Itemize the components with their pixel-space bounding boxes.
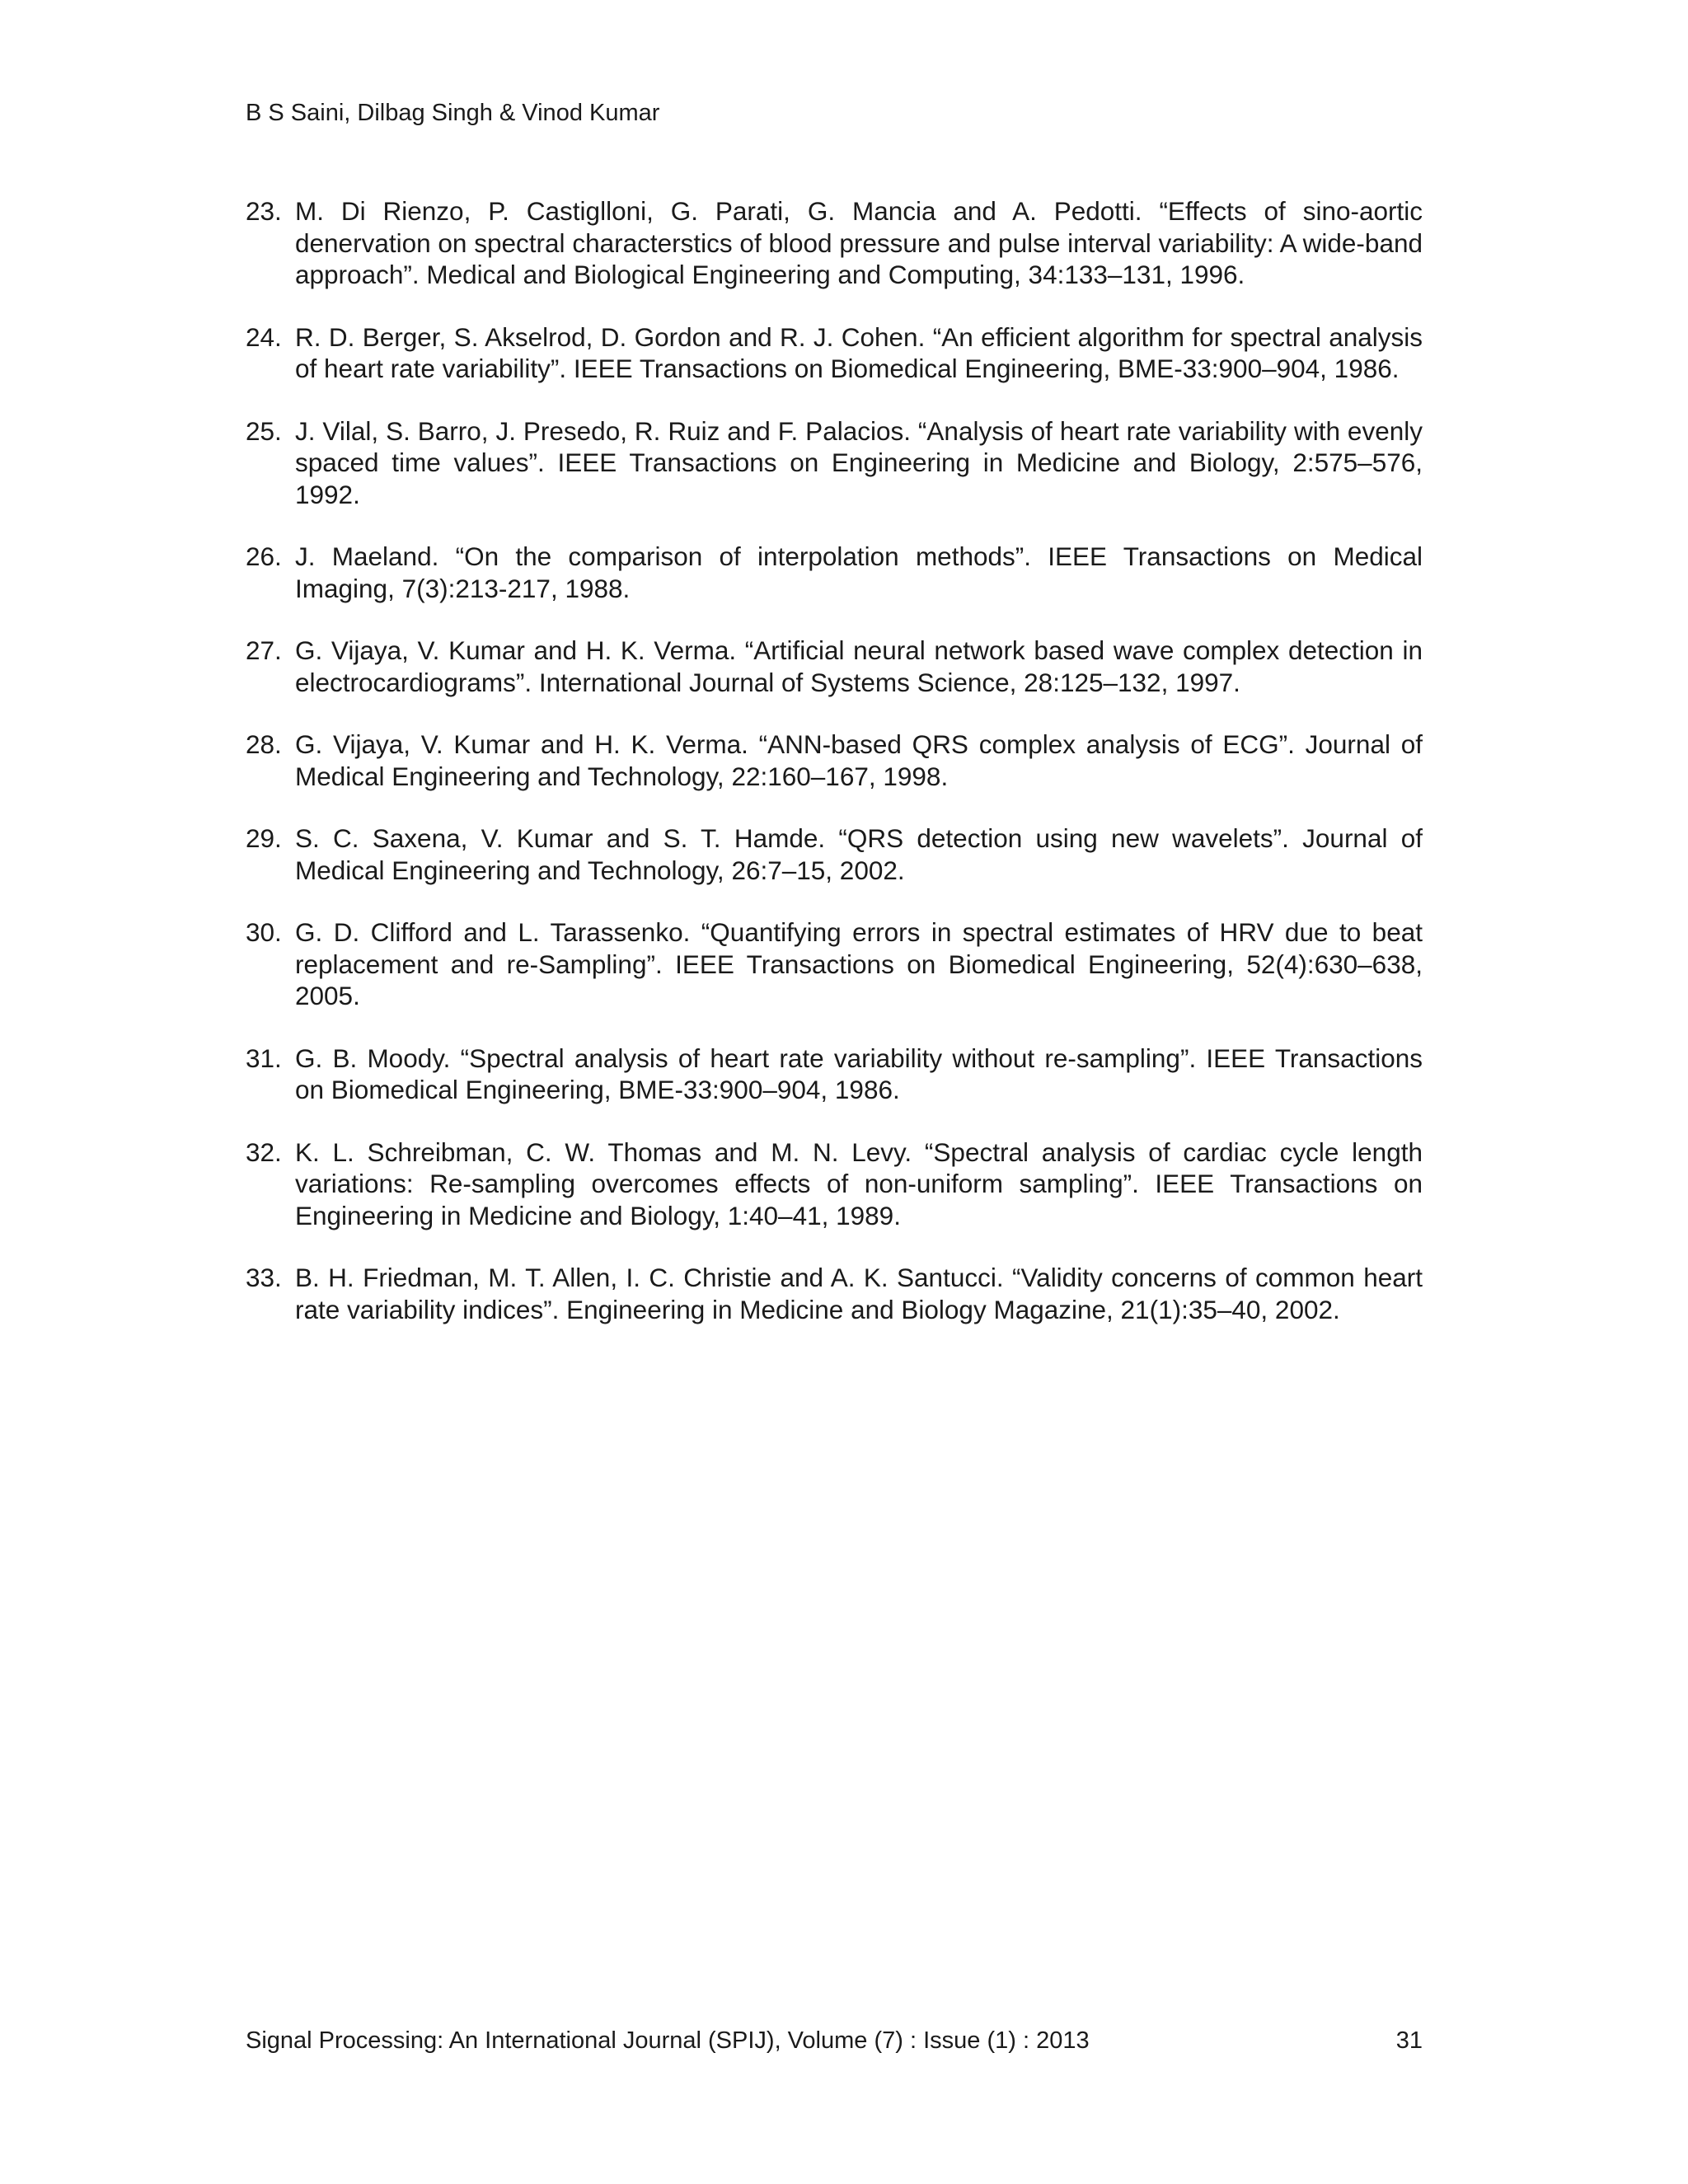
reference-item (246, 195, 1423, 291)
running-header-authors: B S Saini, Dilbag Singh & Vinod Kumar (246, 100, 660, 126)
reference-number: 28. (246, 729, 282, 759)
reference-text: K. L. Schreibman, C. W. Thomas and M. N. Levy. “Spectral analysis of cardiac cycle length variations: Re-sampling overcomes effects of non-uniform sampling”. IEEE Transactions on Engineering in Medicine and Biology, 1:40–41, 1989. (295, 1137, 1423, 1230)
reference-item (246, 916, 1423, 1012)
page-number: 31 (1395, 2027, 1423, 2054)
reference-number: 30. (246, 917, 282, 947)
reference-item (246, 1262, 1423, 1325)
reference-number: 31. (246, 1043, 282, 1073)
reference-item (246, 541, 1423, 604)
reference-item (246, 635, 1423, 698)
reference-number: 33. (246, 1263, 282, 1292)
reference-text: S. C. Saxena, V. Kumar and S. T. Hamde. “QRS detection using new wavelets”. Journal of Medical Engineering and Technology, 26:7–15, 2002. (295, 823, 1423, 885)
reference-text: J. Vilal, S. Barro, J. Presedo, R. Ruiz and F. Palacios. “Analysis of heart rate variability with evenly spaced time values”. IEEE Transactions on Engineering in Medicine and Biology, 2:575–576, 1992. (295, 415, 1423, 509)
reference-item (246, 1043, 1423, 1106)
reference-list (246, 195, 1423, 1356)
reference-number: 32. (246, 1137, 282, 1167)
reference-number: 25. (246, 415, 282, 446)
reference-text: R. D. Berger, S. Akselrod, D. Gordon and R. J. Cohen. “An efficient algorithm for spectral analysis of heart rate variability”. IEEE Transactions on Biomedical Engineering, BME-33:900–904, 1986. (295, 321, 1423, 383)
reference-text: G. D. Clifford and L. Tarassenko. “Quantifying errors in spectral estimates of HRV due to beat replacement and re-Sampling”. IEEE Transactions on Biomedical Engineering, 52(4):630–638, 2005. (295, 917, 1423, 1010)
reference-text: J. Maeland. “On the comparison of interpolation methods”. IEEE Transactions on Medical Imaging, 7(3):213-217, 1988. (295, 541, 1423, 603)
reference-text: G. Vijaya, V. Kumar and H. K. Verma. “ANN-based QRS complex analysis of ECG”. Journal of Medical Engineering and Technology, 22:160–167, 1998. (295, 729, 1423, 791)
footer-journal-citation: Signal Processing: An International Journal (SPIJ), Volume (7) : Issue (1) : 2013 (246, 2027, 1090, 2054)
reference-number: 24. (246, 321, 282, 352)
reference-item (246, 729, 1423, 792)
reference-text: B. H. Friedman, M. T. Allen, I. C. Christie and A. K. Santucci. “Validity concerns of common heart rate variability indices”. Engineering in Medicine and Biology Magazine, 21(1):35–40, 2002. (295, 1263, 1423, 1324)
reference-number: 23. (246, 196, 282, 226)
reference-item (246, 321, 1423, 385)
reference-text: M. Di Rienzo, P. Castiglloni, G. Parati, G. Mancia and A. Pedotti. “Effects of sino-aortic denervation on spectral characterstics of blood pressure and pulse interval variability: A wide-band approach”. Medical and Biological Engineering and Computing, 34:133–131, 1996. (295, 196, 1423, 289)
reference-number: 26. (246, 541, 282, 571)
reference-item (246, 415, 1423, 511)
reference-text: G. Vijaya, V. Kumar and H. K. Verma. “Artificial neural network based wave complex detection in electrocardiograms”. International Journal of Systems Science, 28:125–132, 1997. (295, 635, 1423, 697)
reference-item (246, 1137, 1423, 1232)
reference-item (246, 823, 1423, 886)
reference-number: 27. (246, 635, 282, 665)
reference-number: 29. (246, 823, 282, 853)
reference-text: G. B. Moody. “Spectral analysis of heart rate variability without re-sampling”. IEEE Transactions on Biomedical Engineering, BME-33:900–904, 1986. (295, 1043, 1423, 1104)
